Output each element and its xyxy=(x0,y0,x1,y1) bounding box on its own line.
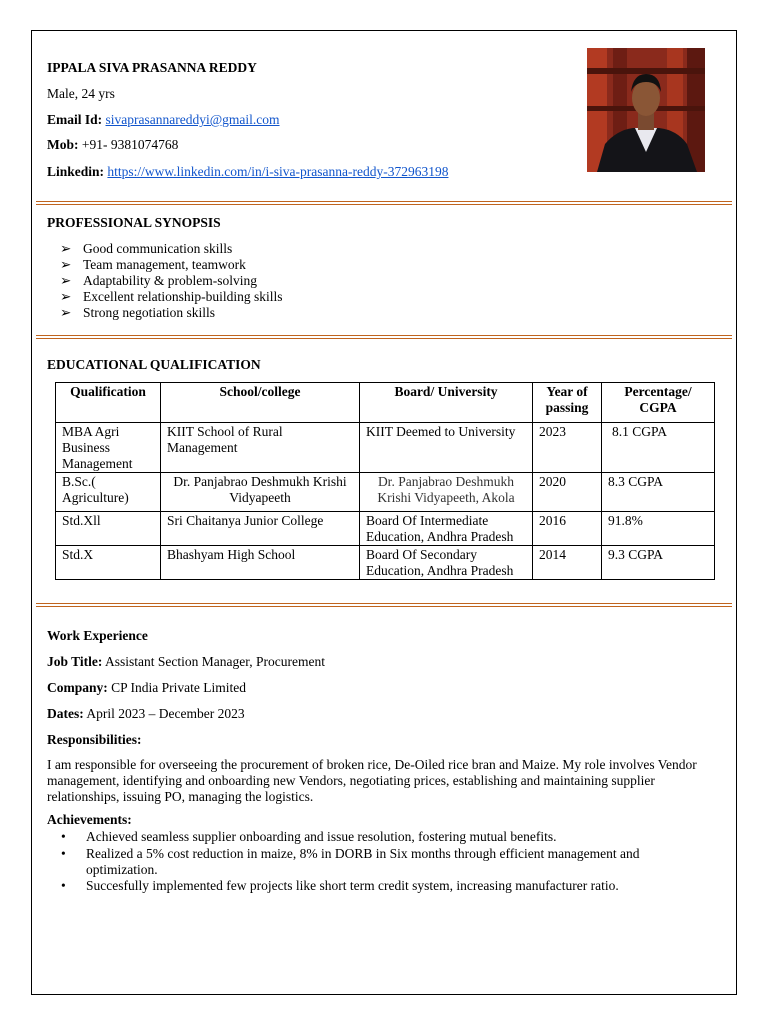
table-cell: Dr. Panjabrao Deshmukh Krishi Vidyapeeth, Akola xyxy=(360,473,533,512)
linkedin-link[interactable]: https://www.linkedin.com/in/i-siva-prasanna-reddy-372963198 xyxy=(107,164,449,179)
table-cell: 2023 xyxy=(533,423,602,473)
header-qualification: Qualification xyxy=(56,383,161,423)
job-title-value: Assistant Section Manager, Procurement xyxy=(105,654,325,669)
table-cell: Dr. Panjabrao Deshmukh Krishi Vidyapeeth xyxy=(161,473,360,512)
table-cell: 8.3 CGPA xyxy=(602,473,715,512)
table-row xyxy=(56,473,715,512)
job-title-label: Job Title: xyxy=(47,654,103,669)
dates-value: April 2023 – December 2023 xyxy=(86,706,245,721)
table-cell: Board Of Secondary Education, Andhra Pradesh xyxy=(360,546,533,580)
table-cell: KIIT School of Rural Management xyxy=(161,423,360,473)
arrow-bullet-icon: ➢ xyxy=(60,273,72,288)
synopsis-item: ➢ Team management, teamwork xyxy=(60,257,246,272)
synopsis-item: ➢ Good communication skills xyxy=(60,241,233,256)
education-table xyxy=(55,382,715,580)
linkedin-line xyxy=(47,164,448,180)
synopsis-item: ➢ Excellent relationship-building skills xyxy=(60,289,283,304)
mobile-number: +91- 9381074768 xyxy=(81,137,179,152)
synopsis-title: PROFESSIONAL SYNOPSIS xyxy=(47,215,221,230)
table-cell: Sri Chaitanya Junior College xyxy=(161,512,360,546)
bullet-dot-icon: • xyxy=(61,878,66,893)
table-row xyxy=(56,512,715,546)
table-cell: Bhashyam High School xyxy=(161,546,360,580)
job-title-line xyxy=(47,654,325,670)
dates-line xyxy=(47,706,245,722)
synopsis-item: ➢ Adaptability & problem-solving xyxy=(60,273,257,288)
arrow-bullet-icon: ➢ xyxy=(60,257,72,272)
table-cell: MBA Agri Business Management xyxy=(56,423,161,473)
email-label: Email Id: xyxy=(47,112,103,127)
table-cell: 2014 xyxy=(533,546,602,580)
header-board: Board/ University xyxy=(360,383,533,423)
work-title: Work Experience xyxy=(47,628,148,643)
header-percentage: Percentage/ CGPA xyxy=(602,383,715,423)
table-cell: B.Sc.( Agriculture) xyxy=(56,473,161,512)
email-line xyxy=(47,112,280,128)
achievements-label: Achievements: xyxy=(47,812,132,827)
candidate-name: IPPALA SIVA PRASANNA REDDY xyxy=(47,60,257,75)
header-year: Year of passing xyxy=(533,383,602,423)
bullet-dot-icon: • xyxy=(61,846,66,861)
achievement-item: Succesfully implemented few projects like short term credit system, increasing manufacturer ratio. xyxy=(86,878,619,893)
section-divider xyxy=(36,335,732,339)
bullet-dot-icon: • xyxy=(61,829,66,844)
achievement-item: Realized a 5% cost reduction in maize, 8% in DORB in Six months through efficient management and optimization. xyxy=(86,846,640,877)
gender-age: Male, 24 yrs xyxy=(47,86,115,101)
company-value: CP India Private Limited xyxy=(111,680,246,695)
dates-label: Dates: xyxy=(47,706,84,721)
table-cell: 8.1 CGPA xyxy=(602,423,715,473)
table-cell: KIIT Deemed to University xyxy=(360,423,533,473)
responsibilities-text: I am responsible for overseeing the procurement of broken rice, De-Oiled rice bran and Maize. My role involves Vendor management, identifying and onboarding new Vendors, negotiating prices, establishing and maintaining supplier relationships, issuing PO, managing the logistics. xyxy=(47,757,697,804)
responsibilities-label: Responsibilities: xyxy=(47,732,142,747)
education-title: EDUCATIONAL QUALIFICATION xyxy=(47,357,261,372)
table-cell: Board Of Intermediate Education, Andhra Pradesh xyxy=(360,512,533,546)
company-line xyxy=(47,680,246,696)
company-label: Company: xyxy=(47,680,108,695)
synopsis-item: ➢ Strong negotiation skills xyxy=(60,305,216,320)
linkedin-label: Linkedin: xyxy=(47,164,105,179)
table-cell: Std.X xyxy=(56,546,161,580)
table-header-row xyxy=(56,383,715,423)
mobile-label: Mob: xyxy=(47,137,79,152)
table-cell: 91.8% xyxy=(602,512,715,546)
section-divider xyxy=(36,201,732,205)
achievement-item: Achieved seamless supplier onboarding and issue resolution, fostering mutual benefits. xyxy=(86,829,557,844)
table-cell: Std.Xll xyxy=(56,512,161,546)
table-cell: 2020 xyxy=(533,473,602,512)
profile-photo xyxy=(587,48,705,172)
table-cell: 9.3 CGPA xyxy=(602,546,715,580)
table-row xyxy=(56,423,715,473)
email-link[interactable]: sivaprasannareddyi@gmail.com xyxy=(105,112,280,127)
header-school: School/college xyxy=(161,383,360,423)
arrow-bullet-icon: ➢ xyxy=(60,289,72,304)
table-cell: 2016 xyxy=(533,512,602,546)
mobile-line xyxy=(47,137,178,153)
arrow-bullet-icon: ➢ xyxy=(60,241,72,256)
arrow-bullet-icon: ➢ xyxy=(60,305,72,320)
section-divider xyxy=(36,603,732,607)
table-row xyxy=(56,546,715,580)
